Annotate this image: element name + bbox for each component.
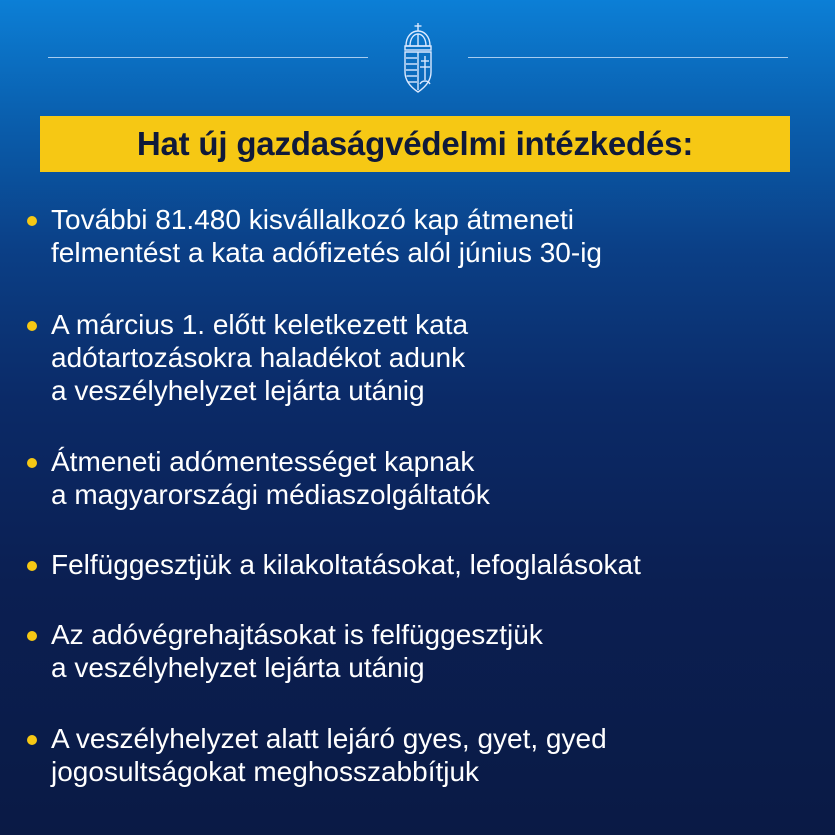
measure-line: Átmeneti adómentességet kapnak — [51, 446, 475, 477]
bullet-dot-icon — [27, 321, 37, 331]
measure-text — [51, 618, 543, 684]
measure-text — [51, 203, 602, 269]
bullet-dot-icon — [27, 735, 37, 745]
measure-line: a veszélyhelyzet lejárta utánig — [51, 375, 425, 406]
measure-line: Az adóvégrehajtásokat is felfüggesztjük — [51, 619, 543, 650]
bullet-dot-icon — [27, 561, 37, 571]
measure-line: jogosultságokat meghosszabbítjuk — [51, 756, 480, 787]
measure-line: További 81.480 kisvállalkozó kap átmeneti — [51, 204, 574, 235]
header-rule-left — [48, 57, 368, 58]
measure-text — [51, 722, 607, 788]
page-title: Hat új gazdaságvédelmi intézkedés: — [136, 125, 694, 162]
hungarian-coat-of-arms-icon — [398, 22, 438, 94]
measure-line: A veszélyhelyzet alatt lejáró gyes, gyet, gyed — [51, 723, 607, 754]
header-rule-right — [468, 57, 788, 58]
measure-line: A március 1. előtt keletkezett kata — [51, 309, 469, 340]
measure-line: a magyarországi médiaszolgáltatók — [51, 479, 490, 510]
bullet-dot-icon — [27, 631, 37, 641]
measure-text — [51, 548, 641, 581]
measure-line: adótartozásokra haladékot adunk — [51, 342, 466, 373]
title-banner — [40, 116, 790, 172]
bullet-dot-icon — [27, 458, 37, 468]
measure-line: Felfüggesztjük a kilakoltatásokat, lefoglalásokat — [51, 549, 641, 580]
bullet-dot-icon — [27, 216, 37, 226]
measure-text — [51, 445, 490, 511]
measure-line: felmentést a kata adófizetés alól június 30-ig — [51, 237, 602, 268]
measure-text — [51, 308, 468, 407]
measure-line: a veszélyhelyzet lejárta utánig — [51, 652, 425, 683]
